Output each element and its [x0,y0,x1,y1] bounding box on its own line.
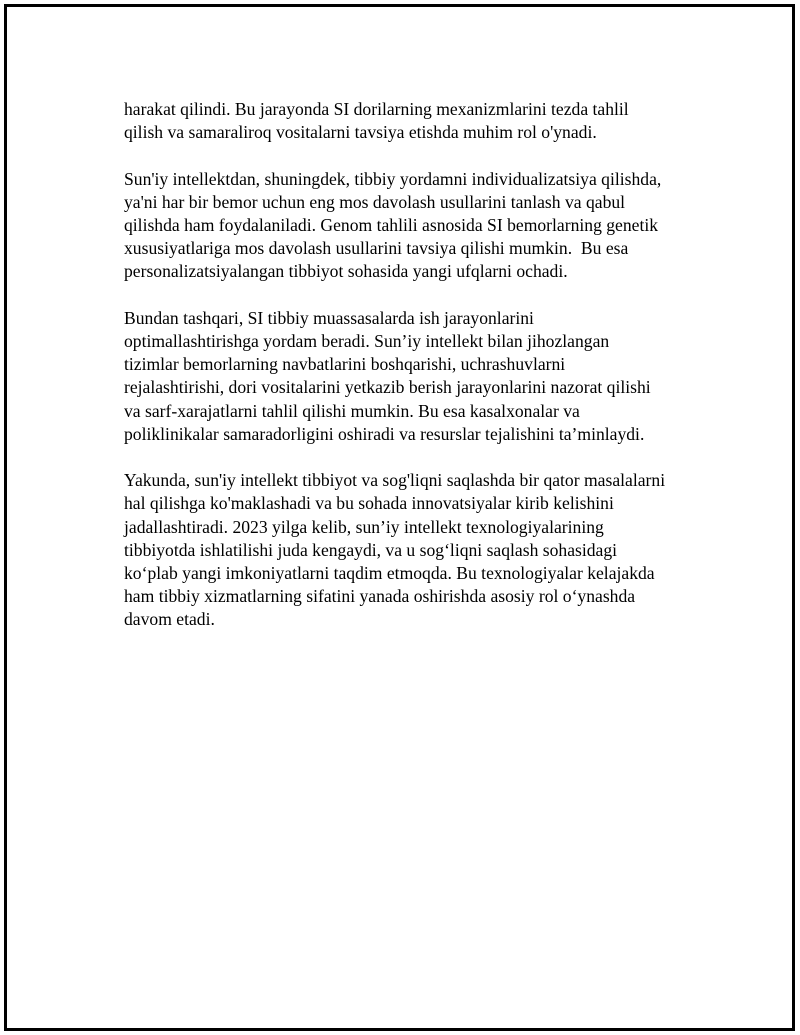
text-line: Sun'iy intellektdan, shuningdek, tibbiy yordamni individualizatsiya qilishda, [124,168,662,189]
text-line: optimallashtirishga yordam beradi. Sun’iy intellekt bilan jihozlangan [124,331,610,351]
text-line: ya'ni har bir bemor uchun eng mos davolash usullarini tanlash va qabul [124,191,626,212]
text-line: qilishda ham foydalaniladi. Genom tahlili asnosida SI bemorlarning genetik [124,215,659,235]
paragraph-3 [124,307,714,446]
text-line: davom etadi. [124,609,215,630]
text-line: qilish va samaraliroq vositalarni tavsiya etishda muhim rol o'ynadi. [124,122,597,143]
text-line: Yakunda, sun'iy intellekt tibbiyot va sog'liqni saqlashda bir qator masalalarni [124,470,666,491]
text-line: jadallashtiradi. 2023 yilga kelib, sun’iy intellekt texnologiyalarining [124,516,604,537]
text-line: hal qilishga ko'maklashadi va bu sohada innovatsiyalar kirib kelishini [124,493,614,514]
text-line: harakat qilindi. Bu jarayonda SI dorilarning mexanizmlarini tezda tahlil [124,99,629,119]
paragraph-4 [124,469,714,631]
text-line: tizimlar bemorlarning navbatlarini boshqarishi, uchrashuvlarni [124,354,566,375]
text-line: ham tibbiy xizmatlarning sifatini yanada oshirishda asosiy rol o‘ynashda [124,586,636,607]
text-line: rejalashtirishi, dori vositalarini yetkazib berish jarayonlarini nazorat qilishi [124,377,651,398]
paragraph-2 [124,168,714,284]
text-line: poliklinikalar samaradorligini oshiradi va resurslar tejalishini ta’minlaydi. [124,423,645,444]
paragraph-1 [124,98,714,144]
text-line: personalizatsiyalangan tibbiyot sohasida yangi ufqlarni ochadi. [124,261,568,282]
text-line: tibbiyotda ishlatilishi juda kengaydi, va u sog‘liqni saqlash sohasidagi [124,539,618,560]
page-frame [4,4,795,1031]
text-line: Bundan tashqari, SI tibbiy muassasalarda ish jarayonlarini [124,307,534,328]
document-body [124,98,714,655]
text-line: xususiyatlariga mos davolash usullarini tavsiya qilishi mumkin. Bu esa [124,238,629,259]
text-line: va sarf-xarajatlarni tahlil qilishi mumkin. Bu esa kasalxonalar va [124,400,580,421]
text-line: ko‘plab yangi imkoniyatlarni taqdim etmoqda. Bu texnologiyalar kelajakda [124,563,655,584]
